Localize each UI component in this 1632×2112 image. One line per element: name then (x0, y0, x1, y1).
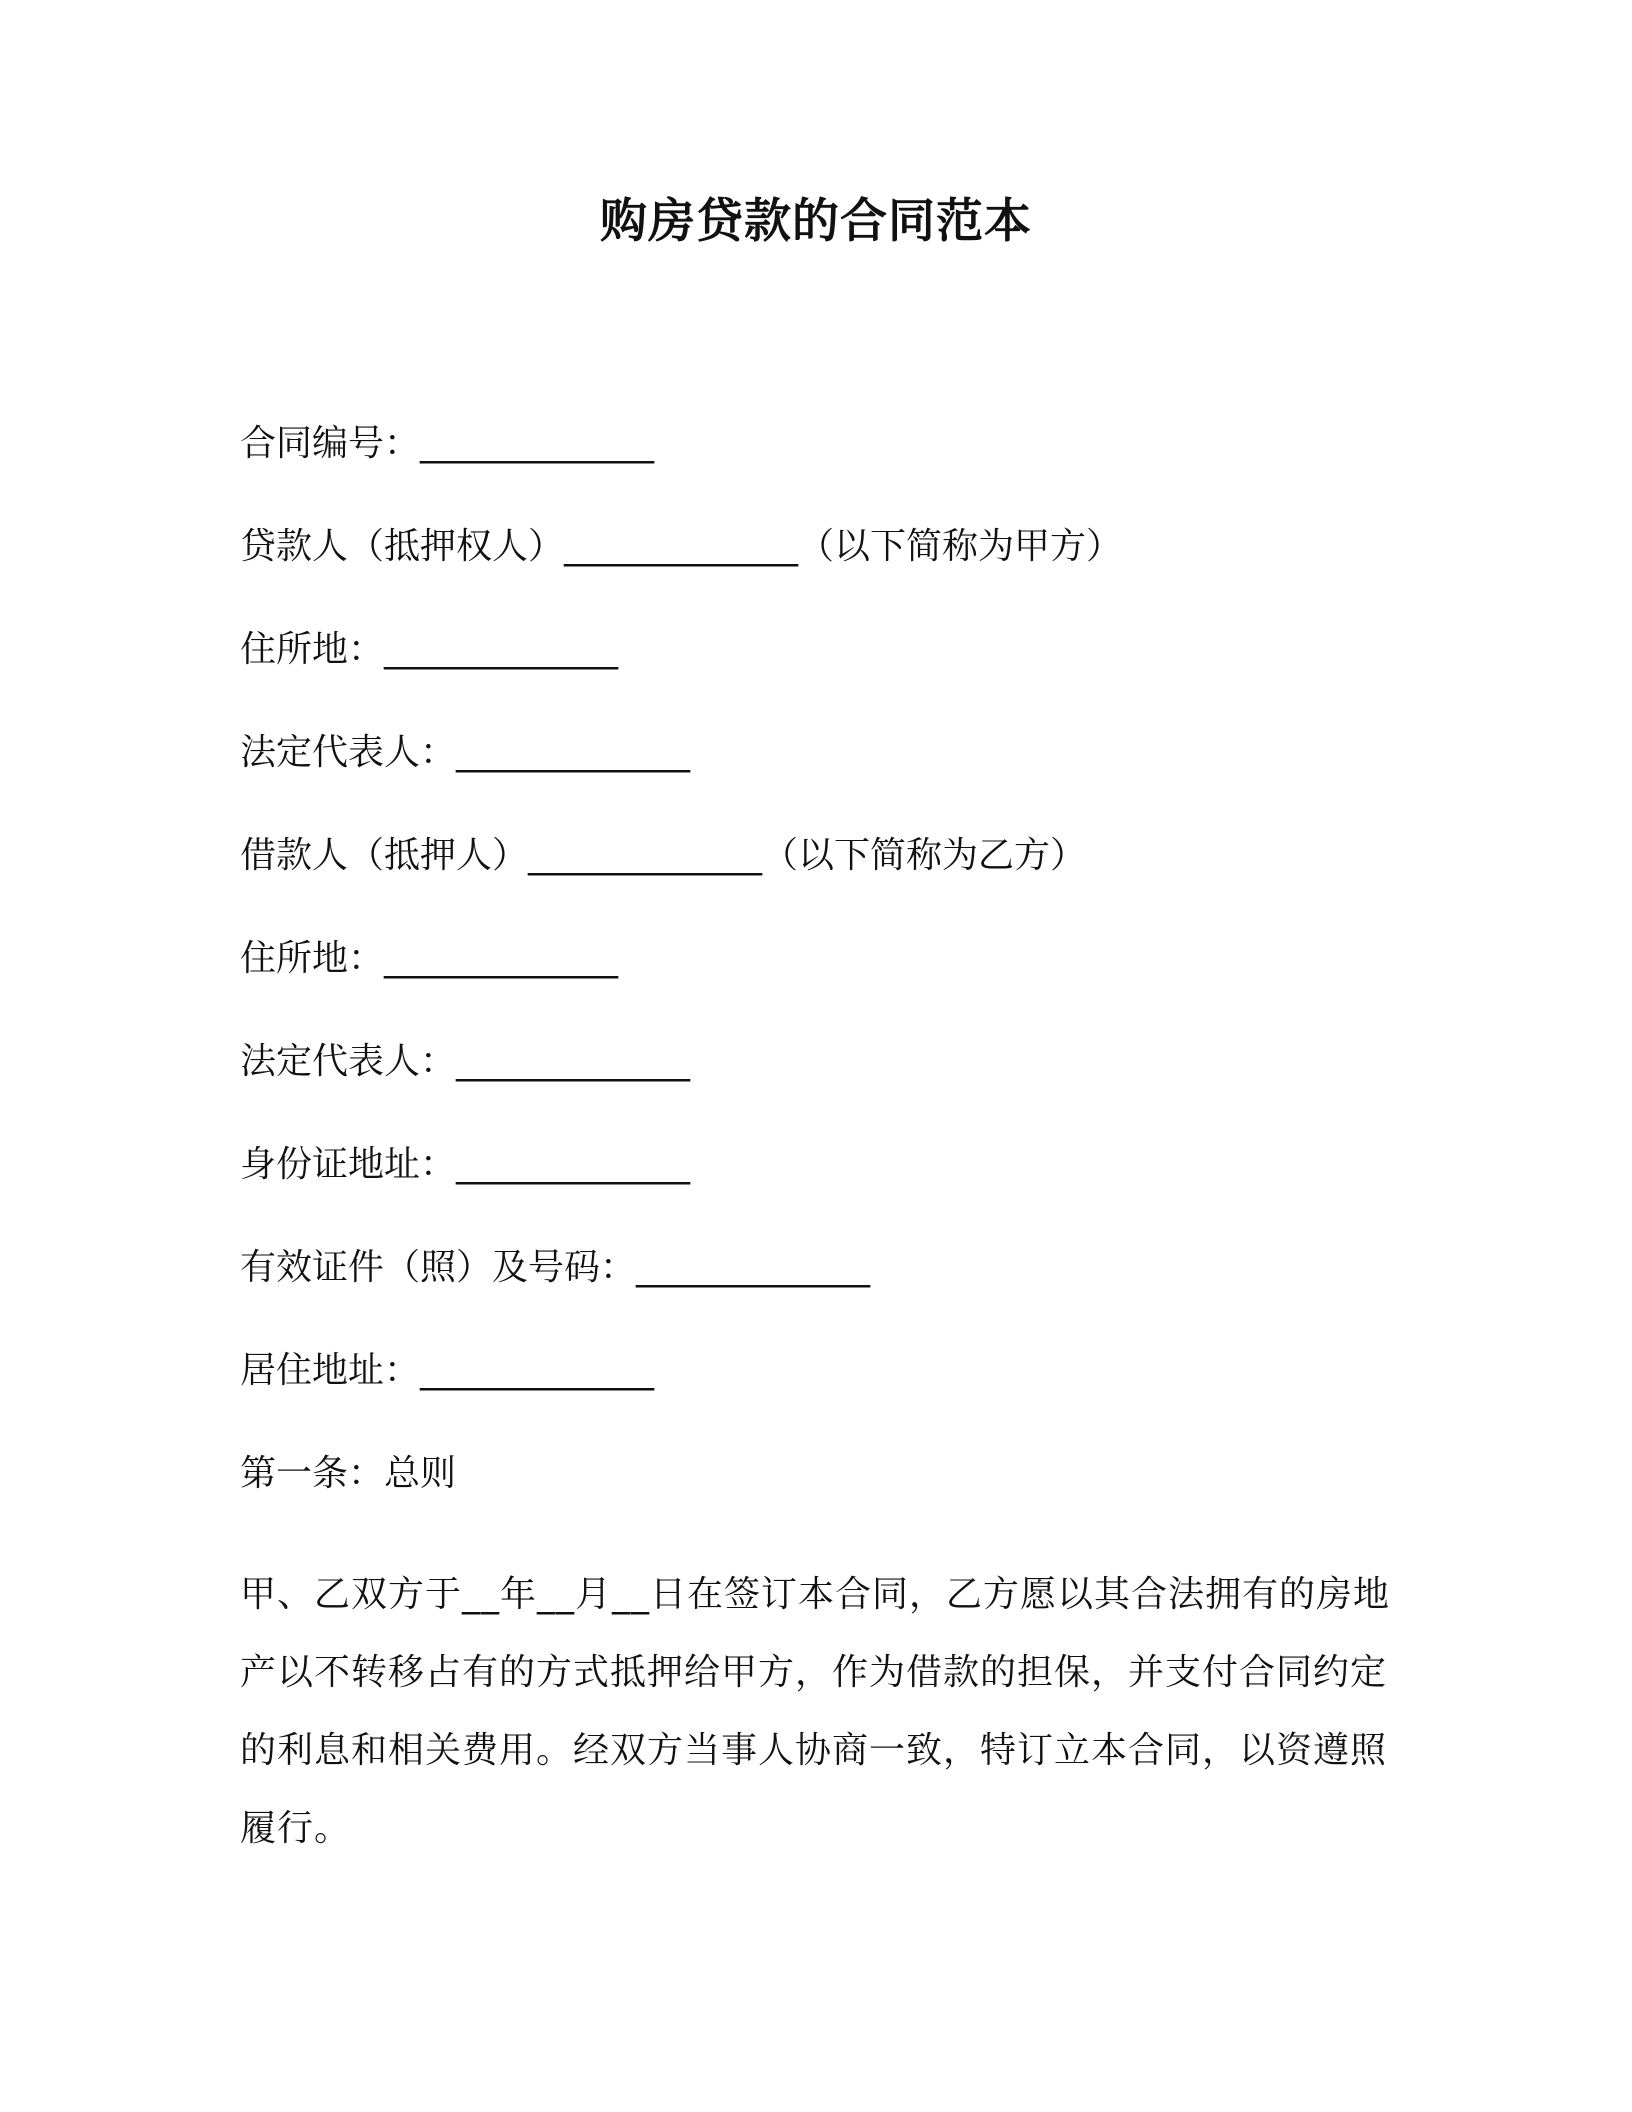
field-borrower-legal-rep: 法定代表人：_____________ (240, 1041, 691, 1082)
field-lender-address: 住所地：_____________ (240, 629, 619, 670)
field-residence-address: 居住地址：_____________ (240, 1350, 655, 1391)
article-one-heading: 第一条：总则 (240, 1453, 457, 1494)
field-contract-number: 合同编号：_____________ (240, 423, 655, 464)
field-borrower-address: 住所地：_____________ (240, 938, 619, 979)
field-lender: 贷款人（抵押权人）_____________（以下简称为甲方） (240, 526, 1123, 567)
field-id-address: 身份证地址：_____________ (240, 1144, 691, 1185)
article-one-paragraph: 甲、乙双方于__年__月__日在签订本合同，乙方愿以其合法拥有的房地产以不转移占有的方式抵押给甲方，作为借款的担保，并支付合同约定的利息和相关费用。经双方当事人协商一致，特订立本合同，以资遵照履行。 (240, 1574, 1391, 1849)
field-borrower: 借款人（抵押人）_____________（以下简称为乙方） (240, 835, 1087, 876)
field-lender-legal-rep: 法定代表人：_____________ (240, 732, 691, 773)
document-title: 购房贷款的合同范本 (600, 194, 1032, 249)
field-id-number: 有效证件（照）及号码：_____________ (240, 1247, 871, 1288)
